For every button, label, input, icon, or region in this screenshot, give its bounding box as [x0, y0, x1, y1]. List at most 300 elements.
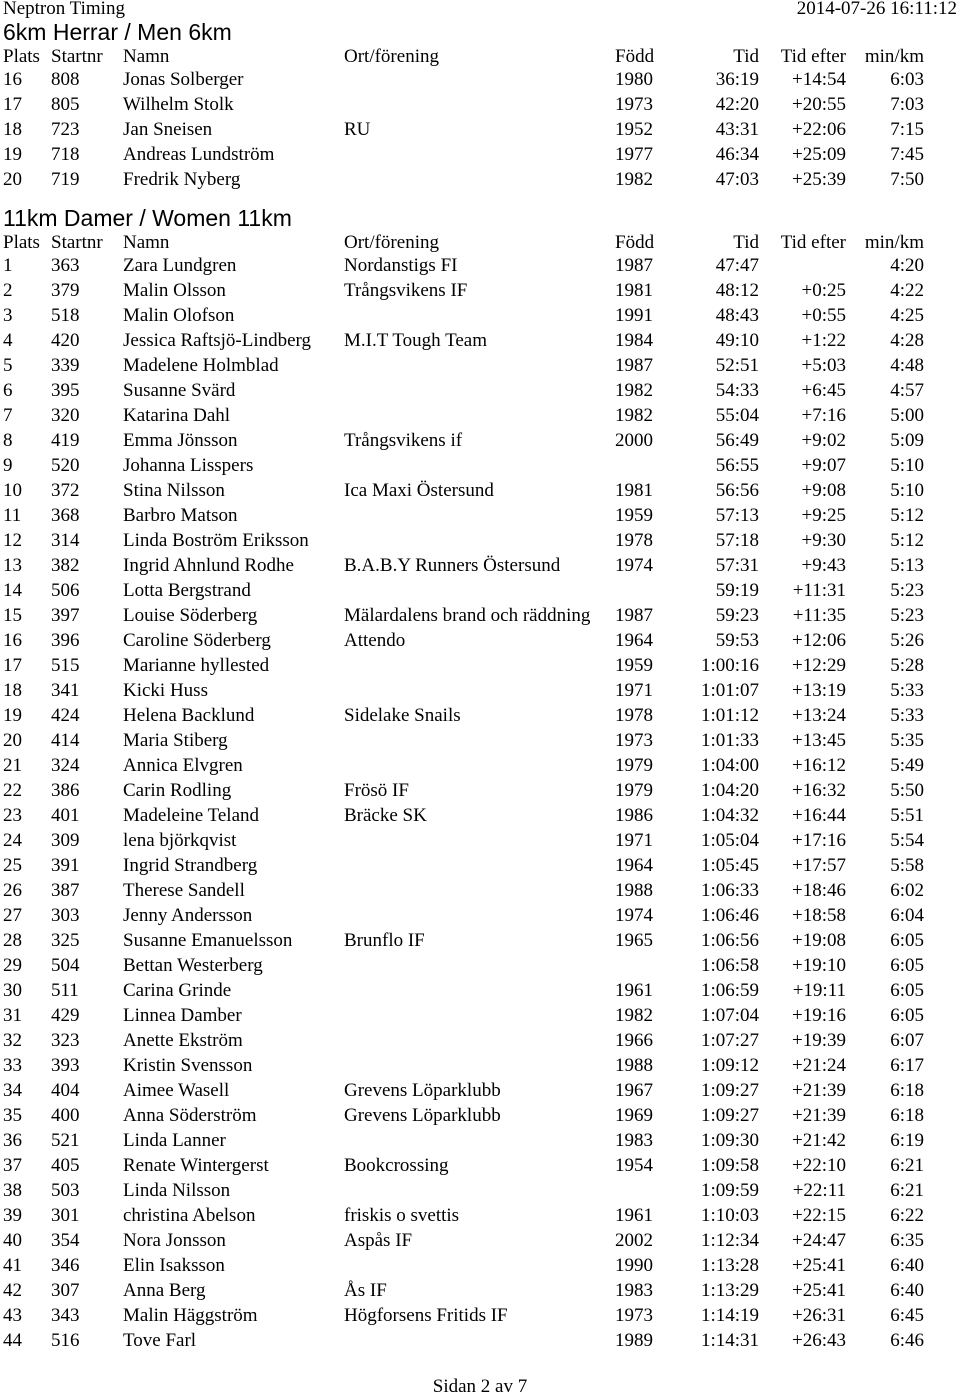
cell-startnr: 503	[51, 1180, 80, 1201]
cell-club: Aspås IF	[344, 1230, 413, 1251]
cell-tid: 47:03	[715, 169, 759, 190]
table-row	[3, 903, 957, 928]
cell-plats: 42	[3, 1280, 22, 1301]
cell-efter: +19:10	[792, 955, 846, 976]
cell-plats: 6	[3, 380, 13, 401]
cell-tid: 48:12	[715, 280, 759, 301]
cell-minkm: 5:10	[890, 480, 924, 501]
cell-namn: Kicki Huss	[123, 680, 208, 701]
cell-startnr: 506	[51, 580, 80, 601]
cell-startnr: 504	[51, 955, 80, 976]
cell-namn: Tove Farl	[123, 1330, 197, 1351]
cell-plats: 18	[3, 119, 22, 140]
cell-startnr: 303	[51, 905, 80, 926]
cell-minkm: 6:05	[890, 980, 924, 1001]
column-header-fodd: Född	[615, 46, 655, 67]
cell-club: RU	[344, 119, 371, 140]
cell-tid: 57:13	[715, 505, 759, 526]
cell-tid: 1:06:56	[700, 930, 759, 951]
cell-namn: Andreas Lundström	[123, 144, 275, 165]
cell-plats: 26	[3, 880, 22, 901]
cell-startnr: 719	[51, 169, 80, 190]
cell-plats: 39	[3, 1205, 22, 1226]
cell-fodd: 1978	[615, 530, 653, 551]
cell-efter: +20:55	[792, 94, 846, 115]
cell-fodd: 1983	[615, 1130, 653, 1151]
cell-namn: Linnea Damber	[123, 1005, 242, 1026]
cell-efter: +21:39	[792, 1105, 846, 1126]
cell-namn: Jenny Andersson	[123, 905, 253, 926]
table-row	[3, 603, 957, 628]
cell-namn: Louise Söderberg	[123, 605, 258, 626]
cell-startnr: 341	[51, 680, 80, 701]
table-row	[3, 167, 957, 192]
cell-minkm: 5:10	[890, 455, 924, 476]
column-header-tid: Tid	[733, 232, 759, 253]
cell-plats: 4	[3, 330, 13, 351]
cell-efter: +19:16	[792, 1005, 846, 1026]
cell-plats: 14	[3, 580, 22, 601]
cell-fodd: 1977	[615, 144, 653, 165]
cell-fodd: 2002	[615, 1230, 653, 1251]
cell-namn: Carina Grinde	[123, 980, 232, 1001]
cell-startnr: 511	[51, 980, 79, 1001]
cell-club: Frösö IF	[344, 780, 409, 801]
cell-plats: 36	[3, 1130, 22, 1151]
cell-startnr: 405	[51, 1155, 80, 1176]
cell-namn: christina Abelson	[123, 1205, 256, 1226]
column-header-fodd: Född	[615, 232, 655, 253]
cell-minkm: 6:22	[890, 1205, 924, 1226]
cell-namn: Stina Nilsson	[123, 480, 225, 501]
cell-namn: Linda Lanner	[123, 1130, 226, 1151]
table-row	[3, 778, 957, 803]
cell-namn: Therese Sandell	[123, 880, 245, 901]
cell-minkm: 6:04	[890, 905, 924, 926]
column-header-club: Ort/förening	[344, 46, 439, 67]
cell-tid: 1:09:27	[700, 1105, 759, 1126]
table-row	[3, 378, 957, 403]
table-row	[3, 1278, 957, 1303]
cell-fodd: 1991	[615, 305, 653, 326]
page-header	[3, 0, 957, 18]
cell-efter: +19:08	[792, 930, 846, 951]
cell-minkm: 6:07	[890, 1030, 924, 1051]
cell-minkm: 5:49	[890, 755, 924, 776]
cell-startnr: 518	[51, 305, 80, 326]
cell-efter: +21:39	[792, 1080, 846, 1101]
cell-minkm: 5:23	[890, 580, 924, 601]
cell-efter: +22:06	[792, 119, 846, 140]
cell-namn: Anette Ekström	[123, 1030, 243, 1051]
cell-efter: +21:24	[792, 1055, 846, 1076]
cell-efter: +13:45	[792, 730, 846, 751]
cell-efter: +17:16	[792, 830, 846, 851]
cell-minkm: 6:05	[890, 1005, 924, 1026]
cell-tid: 1:13:29	[700, 1280, 759, 1301]
cell-startnr: 396	[51, 630, 80, 651]
cell-efter: +26:43	[792, 1330, 846, 1351]
cell-tid: 48:43	[715, 305, 759, 326]
table-row	[3, 67, 957, 92]
cell-plats: 35	[3, 1105, 22, 1126]
cell-fodd: 1982	[615, 1005, 653, 1026]
table-row	[3, 528, 957, 553]
cell-club: Trångsvikens IF	[344, 280, 468, 301]
cell-fodd: 1987	[615, 355, 653, 376]
cell-tid: 1:10:03	[700, 1205, 759, 1226]
cell-efter: +25:41	[792, 1280, 846, 1301]
cell-efter: +21:42	[792, 1130, 846, 1151]
cell-namn: Malin Olsson	[123, 280, 226, 301]
table-row	[3, 978, 957, 1003]
cell-plats: 29	[3, 955, 22, 976]
cell-club: Grevens Löparklubb	[344, 1080, 501, 1101]
cell-efter: +17:57	[792, 855, 846, 876]
cell-club: Trångsvikens if	[344, 430, 463, 451]
column-header-club: Ort/förening	[344, 232, 439, 253]
cell-startnr: 808	[51, 69, 80, 90]
cell-plats: 16	[3, 630, 22, 651]
cell-club: B.A.B.Y Runners Östersund	[344, 555, 561, 576]
section-title: 11km Damer / Women 11km	[3, 205, 292, 231]
cell-plats: 24	[3, 830, 22, 851]
cell-fodd: 1961	[615, 1205, 653, 1226]
cell-efter: +9:25	[801, 505, 846, 526]
cell-tid: 56:49	[715, 430, 759, 451]
cell-plats: 2	[3, 280, 13, 301]
table-row	[3, 403, 957, 428]
table-row	[3, 1053, 957, 1078]
cell-fodd: 1971	[615, 680, 653, 701]
cell-startnr: 515	[51, 655, 80, 676]
cell-tid: 1:05:45	[700, 855, 759, 876]
cell-plats: 22	[3, 780, 22, 801]
cell-tid: 1:06:46	[700, 905, 759, 926]
cell-fodd: 1988	[615, 1055, 653, 1076]
cell-startnr: 404	[51, 1080, 80, 1101]
cell-namn: Carin Rodling	[123, 780, 232, 801]
cell-efter: +11:35	[792, 605, 846, 626]
cell-minkm: 6:05	[890, 930, 924, 951]
cell-efter: +25:39	[792, 169, 846, 190]
cell-namn: Anna Söderström	[123, 1105, 257, 1126]
column-header-efter: Tid efter	[780, 46, 846, 67]
cell-minkm: 5:00	[890, 405, 924, 426]
cell-club: Högforsens Fritids IF	[344, 1305, 508, 1326]
cell-minkm: 4:25	[890, 305, 924, 326]
cell-efter: +22:11	[792, 1180, 846, 1201]
cell-minkm: 5:28	[890, 655, 924, 676]
table-row	[3, 353, 957, 378]
cell-efter: +25:41	[792, 1255, 846, 1276]
cell-tid: 56:55	[715, 455, 759, 476]
cell-club: Grevens Löparklubb	[344, 1105, 501, 1126]
cell-fodd: 1978	[615, 705, 653, 726]
cell-minkm: 6:45	[890, 1305, 924, 1326]
cell-namn: Lotta Bergstrand	[123, 580, 251, 601]
cell-minkm: 4:57	[890, 380, 924, 401]
table-row	[3, 703, 957, 728]
cell-fodd: 1979	[615, 755, 653, 776]
cell-namn: Annica Elvgren	[123, 755, 243, 776]
column-header-minkm: min/km	[864, 46, 924, 67]
cell-tid: 1:01:33	[700, 730, 759, 751]
cell-efter: +22:10	[792, 1155, 846, 1176]
table-row	[3, 578, 957, 603]
cell-plats: 25	[3, 855, 22, 876]
cell-namn: Madeleine Teland	[123, 805, 260, 826]
table-row	[3, 1228, 957, 1253]
cell-club: M.I.T Tough Team	[344, 330, 488, 351]
cell-startnr: 307	[51, 1280, 80, 1301]
column-header-row	[3, 233, 957, 253]
cell-startnr: 320	[51, 405, 80, 426]
table-row	[3, 1303, 957, 1328]
table-row	[3, 478, 957, 503]
cell-namn: Linda Boström Eriksson	[123, 530, 309, 551]
column-header-row	[3, 47, 957, 67]
table-row	[3, 728, 957, 753]
cell-fodd: 1965	[615, 930, 653, 951]
cell-startnr: 391	[51, 855, 80, 876]
cell-tid: 43:31	[715, 119, 759, 140]
cell-startnr: 414	[51, 730, 80, 751]
cell-plats: 7	[3, 405, 13, 426]
cell-tid: 1:14:19	[700, 1305, 759, 1326]
cell-efter: +13:24	[792, 705, 846, 726]
cell-tid: 56:56	[715, 480, 759, 501]
cell-plats: 15	[3, 605, 22, 626]
cell-startnr: 723	[51, 119, 80, 140]
cell-plats: 37	[3, 1155, 22, 1176]
cell-fodd: 1984	[615, 330, 653, 351]
cell-minkm: 5:33	[890, 680, 924, 701]
cell-namn: Susanne Emanuelsson	[123, 930, 293, 951]
cell-tid: 1:06:59	[700, 980, 759, 1001]
cell-minkm: 4:48	[890, 355, 924, 376]
cell-club: Attendo	[344, 630, 406, 651]
cell-plats: 27	[3, 905, 22, 926]
cell-tid: 1:09:27	[700, 1080, 759, 1101]
cell-namn: Renate Wintergerst	[123, 1155, 269, 1176]
cell-startnr: 301	[51, 1205, 80, 1226]
cell-namn: Jessica Raftsjö-Lindberg	[123, 330, 312, 351]
table-row	[3, 253, 957, 278]
cell-startnr: 395	[51, 380, 80, 401]
cell-plats: 32	[3, 1030, 22, 1051]
cell-startnr: 400	[51, 1105, 80, 1126]
cell-startnr: 363	[51, 255, 80, 276]
cell-efter: +18:46	[792, 880, 846, 901]
cell-efter: +9:30	[801, 530, 846, 551]
table-row	[3, 1253, 957, 1278]
cell-startnr: 379	[51, 280, 80, 301]
cell-startnr: 382	[51, 555, 80, 576]
table-row	[3, 1153, 957, 1178]
print-timestamp: 2014-07-26 16:11:12	[796, 0, 957, 19]
table-row	[3, 1328, 957, 1353]
cell-namn: Kristin Svensson	[123, 1055, 253, 1076]
cell-namn: Aimee Wasell	[123, 1080, 230, 1101]
cell-startnr: 420	[51, 330, 80, 351]
cell-namn: Malin Häggström	[123, 1305, 258, 1326]
cell-startnr: 397	[51, 605, 80, 626]
cell-plats: 16	[3, 69, 22, 90]
cell-plats: 11	[3, 505, 22, 526]
cell-plats: 43	[3, 1305, 22, 1326]
cell-namn: Bettan Westerberg	[123, 955, 263, 976]
cell-tid: 1:09:30	[700, 1130, 759, 1151]
cell-fodd: 2000	[615, 430, 653, 451]
column-header-plats: Plats	[3, 46, 40, 67]
table-row	[3, 278, 957, 303]
results-table-men-6km	[3, 47, 957, 192]
cell-namn: Jan Sneisen	[123, 119, 213, 140]
cell-startnr: 424	[51, 705, 80, 726]
cell-plats: 9	[3, 455, 13, 476]
table-row	[3, 653, 957, 678]
cell-plats: 18	[3, 680, 22, 701]
table-row	[3, 1078, 957, 1103]
cell-minkm: 6:46	[890, 1330, 924, 1351]
cell-plats: 21	[3, 755, 22, 776]
cell-club: Bookcrossing	[344, 1155, 449, 1176]
cell-minkm: 6:19	[890, 1130, 924, 1151]
cell-minkm: 5:33	[890, 705, 924, 726]
cell-tid: 1:05:04	[700, 830, 759, 851]
cell-tid: 1:07:04	[700, 1005, 759, 1026]
cell-startnr: 419	[51, 430, 80, 451]
cell-startnr: 368	[51, 505, 80, 526]
cell-tid: 47:47	[715, 255, 759, 276]
cell-namn: Jonas Solberger	[123, 69, 244, 90]
table-row	[3, 803, 957, 828]
cell-fodd: 1986	[615, 805, 653, 826]
table-row	[3, 878, 957, 903]
cell-namn: Barbro Matson	[123, 505, 238, 526]
table-row	[3, 1178, 957, 1203]
cell-minkm: 7:03	[890, 94, 924, 115]
cell-startnr: 339	[51, 355, 80, 376]
cell-plats: 5	[3, 355, 13, 376]
cell-plats: 17	[3, 94, 22, 115]
cell-plats: 28	[3, 930, 22, 951]
table-row	[3, 92, 957, 117]
cell-fodd: 1966	[615, 1030, 653, 1051]
table-row	[3, 853, 957, 878]
cell-namn: Fredrik Nyberg	[123, 169, 241, 190]
cell-namn: Nora Jonsson	[123, 1230, 226, 1251]
cell-minkm: 7:50	[890, 169, 924, 190]
cell-fodd: 1961	[615, 980, 653, 1001]
cell-minkm: 6:18	[890, 1080, 924, 1101]
cell-fodd: 1973	[615, 730, 653, 751]
table-row	[3, 828, 957, 853]
cell-fodd: 1959	[615, 655, 653, 676]
cell-efter: +5:03	[801, 355, 846, 376]
cell-plats: 13	[3, 555, 22, 576]
cell-fodd: 1981	[615, 280, 653, 301]
cell-fodd: 1988	[615, 880, 653, 901]
cell-namn: Maria Stiberg	[123, 730, 228, 751]
cell-efter: +18:58	[792, 905, 846, 926]
cell-namn: Katarina Dahl	[123, 405, 231, 426]
cell-tid: 46:34	[715, 144, 759, 165]
cell-tid: 1:01:12	[700, 705, 759, 726]
table-row	[3, 428, 957, 453]
cell-startnr: 323	[51, 1030, 80, 1051]
cell-efter: +26:31	[792, 1305, 846, 1326]
cell-startnr: 346	[51, 1255, 80, 1276]
organizer-name: Neptron Timing	[3, 0, 125, 19]
cell-tid: 1:14:31	[700, 1330, 759, 1351]
cell-plats: 19	[3, 144, 22, 165]
cell-tid: 1:09:58	[700, 1155, 759, 1176]
cell-efter: +25:09	[792, 144, 846, 165]
cell-tid: 57:18	[715, 530, 759, 551]
table-row	[3, 328, 957, 353]
cell-plats: 17	[3, 655, 22, 676]
cell-minkm: 6:18	[890, 1105, 924, 1126]
table-row	[3, 1203, 957, 1228]
cell-namn: Wilhelm Stolk	[123, 94, 234, 115]
table-row	[3, 753, 957, 778]
cell-club: Sidelake Snails	[344, 705, 461, 726]
cell-fodd: 1974	[615, 905, 653, 926]
table-row	[3, 453, 957, 478]
column-header-minkm: min/km	[864, 232, 924, 253]
cell-tid: 59:19	[715, 580, 759, 601]
cell-fodd: 1967	[615, 1080, 653, 1101]
cell-tid: 42:20	[715, 94, 759, 115]
cell-club: Bräcke SK	[344, 805, 427, 826]
cell-fodd: 1974	[615, 555, 653, 576]
cell-club: Ås IF	[344, 1280, 387, 1301]
cell-fodd: 1982	[615, 405, 653, 426]
column-header-efter: Tid efter	[780, 232, 846, 253]
table-row	[3, 953, 957, 978]
cell-club: Mälardalens brand och räddning	[344, 605, 591, 626]
cell-efter: +12:06	[792, 630, 846, 651]
cell-plats: 19	[3, 705, 22, 726]
table-row	[3, 303, 957, 328]
cell-startnr: 387	[51, 880, 80, 901]
cell-plats: 44	[3, 1330, 22, 1351]
cell-minkm: 4:20	[890, 255, 924, 276]
cell-namn: Emma Jönsson	[123, 430, 238, 451]
cell-tid: 59:53	[715, 630, 759, 651]
cell-namn: Marianne hyllested	[123, 655, 270, 676]
cell-plats: 12	[3, 530, 22, 551]
cell-fodd: 1982	[615, 380, 653, 401]
cell-fodd: 1982	[615, 169, 653, 190]
cell-minkm: 4:22	[890, 280, 924, 301]
cell-efter: +7:16	[801, 405, 846, 426]
table-row	[3, 503, 957, 528]
table-row	[3, 1128, 957, 1153]
cell-namn: Johanna Lisspers	[123, 455, 254, 476]
cell-startnr: 401	[51, 805, 80, 826]
cell-fodd: 1964	[615, 630, 653, 651]
cell-minkm: 6:03	[890, 69, 924, 90]
cell-fodd: 1973	[615, 1305, 653, 1326]
cell-tid: 1:09:59	[700, 1180, 759, 1201]
cell-fodd: 1987	[615, 255, 653, 276]
cell-minkm: 5:35	[890, 730, 924, 751]
cell-tid: 52:51	[715, 355, 759, 376]
cell-namn: lena björkqvist	[123, 830, 237, 851]
